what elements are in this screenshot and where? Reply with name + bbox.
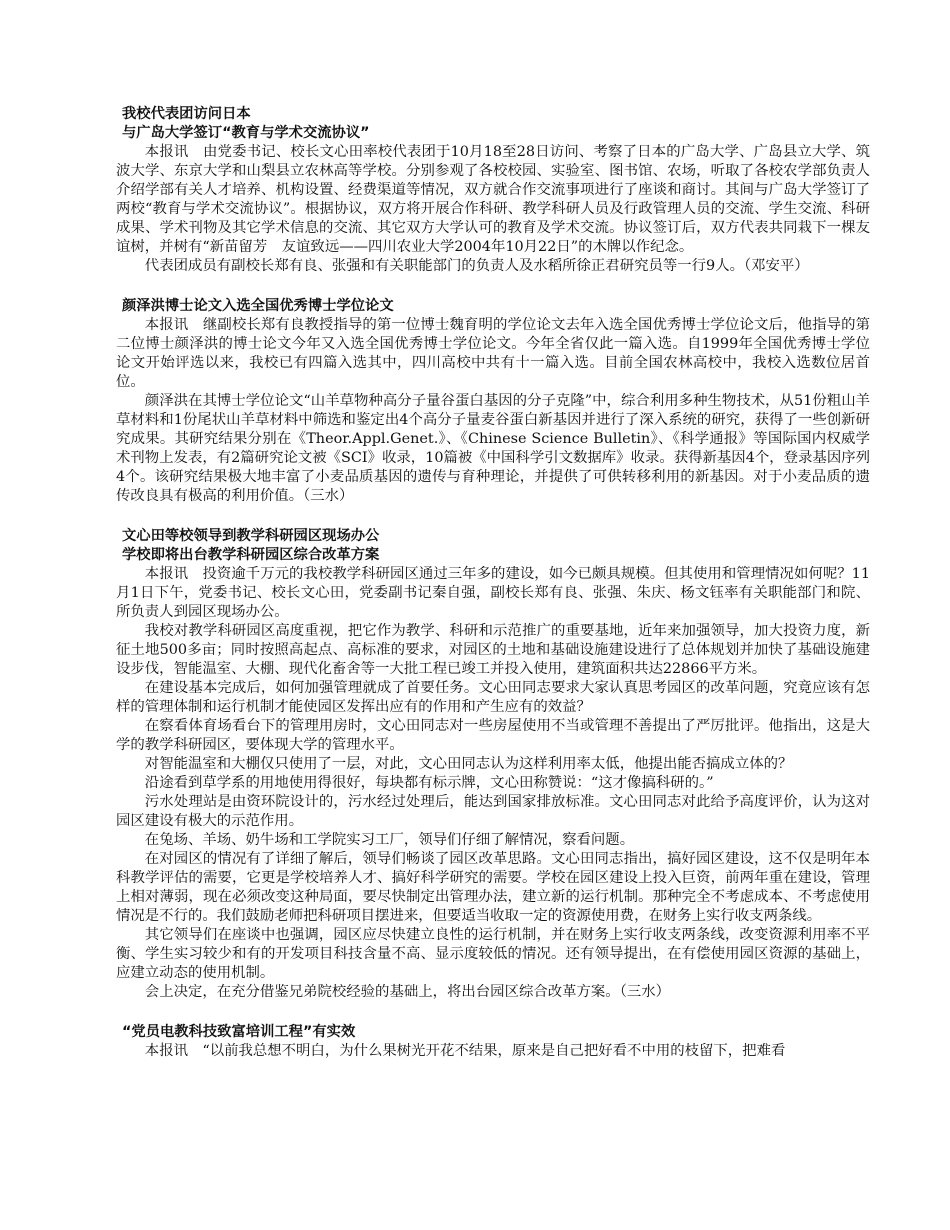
article-paragraph: 本报讯 投资逾千万元的我校教学科研园区通过三年多的建设，如今已颇具规模。但其使用和管理情况如何呢？11月1日下午，党委书记、校长文心田，党委副书记秦自强，副校长郑有良、张强、朱庆、杨文钰率有关职能部门和院、所负责人到园区现场办公。 bbox=[116, 566, 870, 620]
article-party-training bbox=[116, 1023, 870, 1061]
article-paragraph: 我校对教学科研园区高度重视，把它作为教学、科研和示范推广的重要基地，近年来加强领导，加大投资力度，新征土地500多亩；同时按照高起点、高标准的要求，对园区的土地和基础设施建设进行了总体规划并加快了基础设施建设步伐，智能温室、大棚、现代化畜舍等一大批工程已竣工并投入使用，建筑面积共达22866平方米。 bbox=[116, 623, 870, 677]
article-title: 文心田等校领导到教学科研园区现场办公 bbox=[122, 528, 380, 544]
article-paragraph: 污水处理站是由资环院设计的，污水经过处理后，能达到国家排放标准。文心田同志对此给予高度评价，认为这对园区建设有极大的示范作用。 bbox=[116, 794, 870, 829]
article-paragraph: 在兔场、羊场、奶牛场和工学院实习工厂，领导们仔细了解情况，察看问题。 bbox=[144, 832, 635, 848]
article-research-park bbox=[116, 527, 870, 1002]
article-doctoral-thesis bbox=[116, 297, 870, 506]
article-paragraph: 本报讯 由党委书记、校长文心田率校代表团于10月18至28日访问、考察了日本的广岛大学、广岛县立大学、筑波大学、东京大学和山梨县立农林高等学校。分别参观了各校校园、实验室、图书馆、农场，听取了各校农学部负责人介绍学部有关人才培养、机构设置、经费渠道等情况，双方就合作交流事项进行了座谈和商讨。其间与广岛大学签订了两校“教育与学术交流协议”。根据协议，双方将开展合作科研、教学科研人员及行政管理人员的交流、学生交流、科研成果、学术刊物及其它学术信息的交流、其它双方大学认可的教育及学术交流。协议签订后，双方代表共同栽下一棵友谊树，并树有“新苗留芳 友谊致远——四川农业大学2004年10月22日”的木牌以作纪念。 bbox=[116, 144, 870, 255]
article-paragraph: 会上决定，在充分借鉴兄弟院校经验的基础上，将出台园区综合改革方案。（三水） bbox=[144, 984, 671, 1000]
article-paragraph: 在建设基本完成后，如何加强管理就成了首要任务。文心田同志要求大家认真思考园区的改革问题，究竟应该有怎样的管理体制和运行机制才能使园区发挥出应有的作用和产生应有的效益？ bbox=[116, 680, 870, 715]
article-paragraph: 对智能温室和大棚仅只使用了一层，对此，文心田同志认为这样利用率太低，他提出能否搞成立体的？ bbox=[144, 756, 793, 772]
article-paragraph: 代表团成员有副校长郑有良、张强和有关职能部门的负责人及水稻所徐正君研究员等一行9人。（邓安平） bbox=[144, 258, 809, 274]
article-paragraph: 本报讯 继副校长郑有良教授指导的第一位博士魏育明的学位论文去年入选全国优秀博士学位论文后，他指导的第二位博士颜泽洪的博士论文今年又入选全国优秀博士学位论文。今年全省仅此一篇入选。自1999年全国优秀博士学位论文开始评选以来，我校已有四篇入选其中，四川高校中共有十一篇入选。目前全国农林高校中，我校入选数位居首位。 bbox=[116, 317, 870, 390]
article-paragraph: 沿途看到草学系的用地使用得很好，每块都有标示牌，文心田称赞说：“这才像搞科研的。” bbox=[144, 775, 714, 791]
article-japan-visit bbox=[116, 105, 870, 276]
article-title: “党员电教科技致富培训工程”有实效 bbox=[122, 1024, 356, 1040]
article-paragraph: 本报讯 “以前我总想不明白，为什么果树光开花不结果，原来是自己把好看不中用的枝留下，把难看 bbox=[144, 1043, 786, 1059]
article-title: 我校代表团访问日本 bbox=[122, 106, 251, 122]
article-paragraph: 其它领导们在座谈中也强调，园区应尽快建立良性的运行机制，并在财务上实行收支两条线，改变资源利用率不平衡、学生实习较少和有的开发项目科技含量不高、显示度较低的情况。还有领导提出，在有偿使用园区资源的基础上，应建立动态的使用机制。 bbox=[116, 927, 870, 981]
article-title: 颜泽洪博士论文入选全国优秀博士学位论文 bbox=[122, 298, 394, 314]
article-subtitle: 与广岛大学签订“教育与学术交流协议” bbox=[122, 125, 370, 141]
article-paragraph: 在察看体育场看台下的管理用房时，文心田同志对一些房屋使用不当或管理不善提出了严厉批评。他指出，这是大学的教学科研园区，要体现大学的管理水平。 bbox=[116, 718, 870, 753]
article-paragraph: 在对园区的情况有了详细了解后，领导们畅谈了园区改革思路。文心田同志指出，搞好园区建设，这不仅是明年本科教学评估的需要，它更是学校培养人才、搞好科学研究的需要。学校在园区建设上投入巨资，前两年重在建设，管理上相对薄弱，现在必须改变这种局面，要尽快制定出管理办法，建立新的运行机制。那种完全不考虑成本、不考虑使用情况是不行的。我们鼓励老师把科研项目摆进来，但要适当收取一定的资源使用费，在财务上实行收支两条线。 bbox=[116, 851, 870, 924]
article-subtitle: 学校即将出台教学科研园区综合改革方案 bbox=[122, 547, 380, 563]
article-paragraph: 颜泽洪在其博士学位论文“山羊草物种高分子量谷蛋白基因的分子克隆”中，综合利用多种生物技术，从51份粗山羊草材料和1份尾状山羊草材料中筛选和鉴定出4个高分子量麦谷蛋白新基因并进行了深入系统的研究，获得了一些创新研究成果。其研究结果分别在《Theor.Appl.Genet.》、《Chinese Science Bulletin》、《科学通报》等国际国内权威学术刊物上发表，有2篇研究论文被《SCI》收录，10篇被《中国科学引文数据库》收录。获得新基因4个，登录基因序列4个。该研究结果极大地丰富了小麦品质基因的遗传与育种理论，并提供了可供转移利用的新基因。对于小麦品质的遗传改良具有极高的利用价值。（三水） bbox=[116, 393, 870, 504]
